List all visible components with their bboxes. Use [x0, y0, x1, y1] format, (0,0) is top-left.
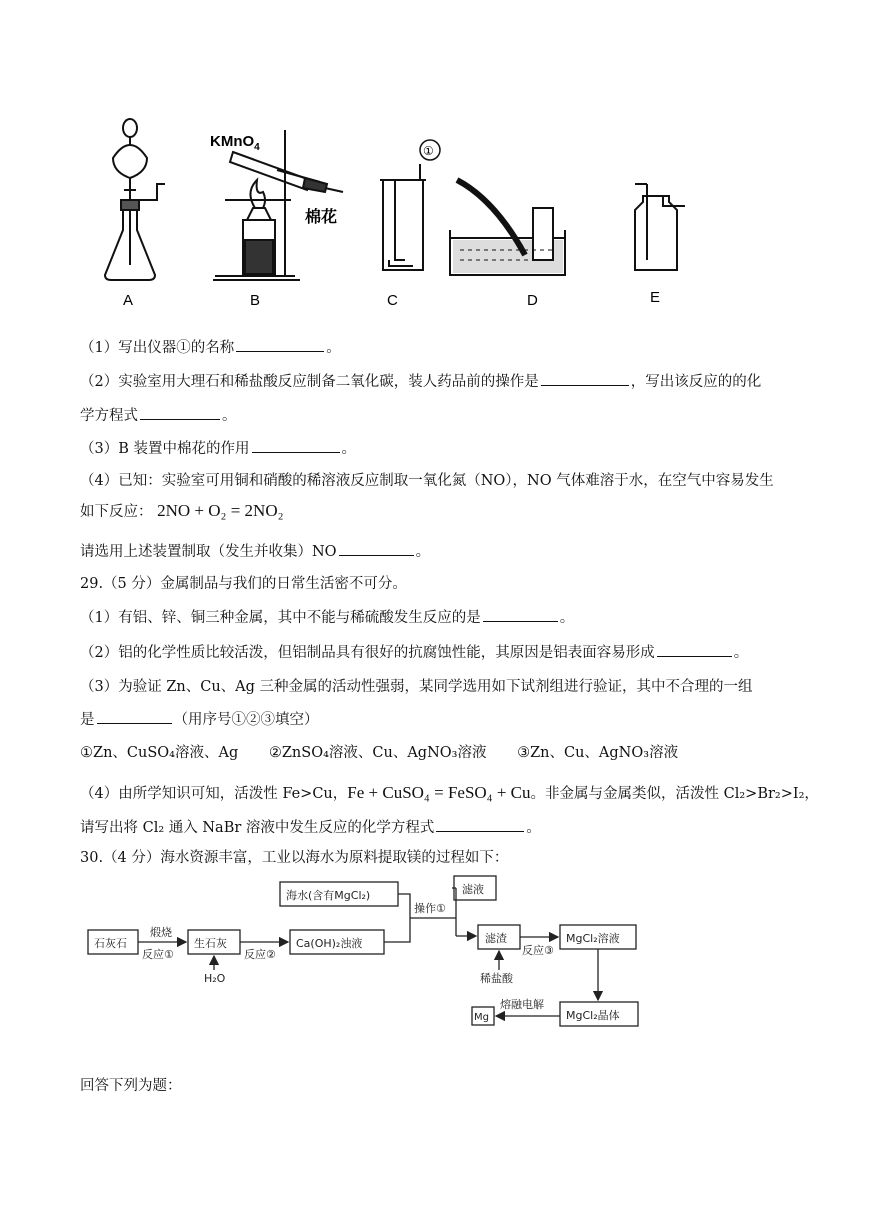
option-3: ③Zn、Cu、AgNO₃溶液: [517, 745, 679, 761]
q30-answer-prompt: 回答下列为题：: [80, 1078, 182, 1094]
label-calcine: 煅烧: [150, 926, 172, 939]
q29-part4-blank[interactable]: [436, 817, 524, 832]
label-reaction3: 反应③: [522, 944, 554, 957]
apparatus-label-c: C: [387, 292, 398, 309]
no-oxidation-equation: 2NO + O₂ = 2NO₂: [157, 501, 284, 520]
label-hcl: 稀盐酸: [480, 972, 513, 985]
q28-part1: （1）写出仪器①的名称 。: [80, 337, 341, 358]
label-electrolysis: 熔融电解: [500, 998, 544, 1011]
q29-title: 29.（5 分）金属制品与我们的日常生活密不可分。: [80, 576, 407, 592]
apparatus-label-e: E: [650, 289, 661, 306]
label-reaction2: 反应②: [244, 948, 276, 961]
q29-part4: （4）由所学知识可知，活泼性 Fe>Cu，Fe + CuSO₄ = FeSO₄ + Cu。非金属与金属类似，活泼性 Cl₂>Br₂>I₂，: [80, 783, 819, 802]
apparatus-a: [105, 119, 165, 280]
q29-part4-line2: 请写出将 Cl₂ 通入 NaBr 溶液中发生反应的化学方程式 。: [80, 817, 541, 838]
apparatus-label-b: B: [250, 292, 261, 309]
q28-part2-blank-equation[interactable]: [140, 405, 220, 420]
apparatus-c: [380, 164, 426, 270]
cotton-label: 棉花: [305, 207, 338, 226]
q29-part1-blank[interactable]: [483, 607, 558, 622]
q28-part3-blank[interactable]: [252, 438, 340, 453]
label-mgcl2-solution: MgCl₂溶液: [566, 932, 620, 945]
apparatus-figure: [95, 100, 715, 315]
q28-part2: （2）实验室用大理石和稀盐酸反应制备二氧化碳，装人药品前的操作是 ，写出该反应的的化: [80, 371, 761, 392]
label-filtrate: 滤液: [462, 883, 484, 896]
apparatus-e: [635, 184, 685, 270]
q29-part3: （3）为验证 Zn、Cu、Ag 三种金属的活动性强弱，某同学选用如下试剂组进行验证，其中不合理的一组: [80, 679, 753, 695]
kmno4-label: KMnO$_4$: [210, 133, 260, 153]
q30-title: 30.（4 分）海水资源丰富，工业以海水为原料提取镁的过程如下：: [80, 850, 509, 866]
label-h2o: H₂O: [204, 972, 226, 985]
q28-part2-line2: 学方程式 。: [80, 405, 237, 426]
label-limestone: 石灰石: [94, 937, 127, 950]
q29-part2: （2）铝的化学性质比较活泼，但铝制品具有很好的抗腐蚀性能，其原因是铝表面容易形成 。: [80, 642, 748, 663]
option-2: ②ZnSO₄溶液、Cu、AgNO₃溶液: [268, 745, 487, 761]
q29-part1: （1）有铝、锌、铜三种金属，其中不能与稀硫酸发生反应的是 。: [80, 607, 574, 628]
q29-part3-blank[interactable]: [97, 709, 172, 724]
apparatus-d: [450, 180, 565, 275]
apparatus-label-a: A: [123, 292, 134, 309]
label-caoh2: Ca(OH)₂浊液: [296, 937, 363, 950]
q28-part3: （3）B 装置中棉花的作用 。: [80, 438, 356, 459]
label-quicklime: 生石灰: [194, 937, 227, 950]
q28-part4-line2: 如下反应： 2NO + O₂ = 2NO₂: [80, 501, 284, 520]
label-operation1: 操作①: [414, 902, 446, 915]
magnesium-flow-diagram: [80, 870, 680, 1040]
q28-part4-blank[interactable]: [339, 541, 414, 556]
instrument-1-label: ①: [423, 144, 434, 158]
q28-part1-blank[interactable]: [236, 337, 324, 352]
label-reaction1: 反应①: [142, 948, 174, 961]
label-seawater: 海水(含有MgCl₂): [286, 889, 371, 902]
q29-part3-line2: 是 （用序号①②③填空）: [80, 709, 319, 730]
fe-cuso4-equation: Fe + CuSO₄ = FeSO₄ + Cu: [347, 783, 531, 802]
label-mgcl2-crystal: MgCl₂晶体: [566, 1009, 620, 1022]
q28-part4-line3: 请选用上述装置制取（发生并收集）NO 。: [80, 541, 430, 562]
label-residue: 滤渣: [485, 932, 507, 945]
apparatus-b: [213, 130, 343, 280]
option-1: ①Zn、CuSO₄溶液、Ag: [80, 745, 239, 761]
label-mg: Mg: [474, 1012, 489, 1023]
apparatus-label-d: D: [527, 292, 538, 309]
q29-part2-blank[interactable]: [657, 642, 732, 657]
q28-part4: （4）已知：实验室可用铜和硝酸的稀溶液反应制取一氧化氮（NO），NO 气体难溶于水，在空气中容易发生: [80, 473, 774, 489]
q29-options: [80, 743, 678, 763]
q28-part2-blank-operation[interactable]: [541, 371, 629, 386]
